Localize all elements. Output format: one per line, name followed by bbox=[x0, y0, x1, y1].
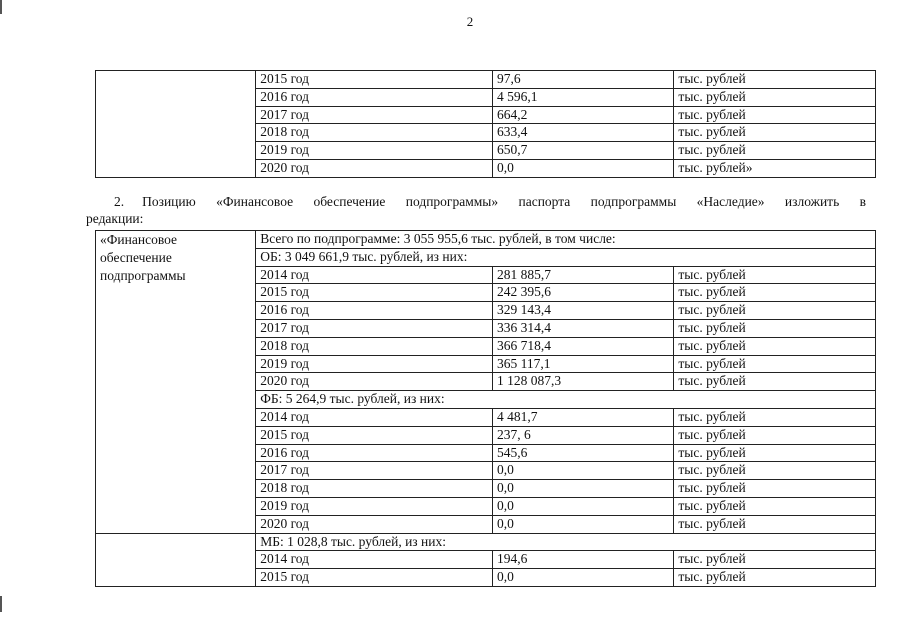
unit-cell: тыс. рублей bbox=[674, 284, 876, 302]
year-cell: 2018 год bbox=[256, 337, 493, 355]
table-row bbox=[96, 71, 876, 89]
value-cell: 242 395,6 bbox=[493, 284, 674, 302]
unit-cell: тыс. рублей bbox=[674, 88, 876, 106]
value-cell: 336 314,4 bbox=[493, 319, 674, 337]
mb-header-cell: МБ: 1 028,8 тыс. рублей, из них: bbox=[256, 533, 876, 551]
year-cell: 2017 год bbox=[256, 319, 493, 337]
unit-cell: тыс. рублей bbox=[674, 515, 876, 533]
value-cell: 0,0 bbox=[493, 497, 674, 515]
value-cell: 194,6 bbox=[493, 551, 674, 569]
unit-cell: тыс. рублей» bbox=[674, 159, 876, 177]
value-cell: 1 128 087,3 bbox=[493, 373, 674, 391]
table-row-mb-header bbox=[96, 533, 876, 551]
unit-cell: тыс. рублей bbox=[674, 462, 876, 480]
unit-cell: тыс. рублей bbox=[674, 266, 876, 284]
year-cell: 2015 год bbox=[256, 71, 493, 89]
value-cell: 0,0 bbox=[493, 515, 674, 533]
value-cell: 0,0 bbox=[493, 480, 674, 498]
paragraph-text-line2: редакции: bbox=[86, 211, 144, 226]
value-cell: 4 481,7 bbox=[493, 408, 674, 426]
year-cell: 2014 год bbox=[256, 408, 493, 426]
year-cell: 2020 год bbox=[256, 373, 493, 391]
item-number: 2. bbox=[114, 194, 125, 209]
unit-cell: тыс. рублей bbox=[674, 355, 876, 373]
financing-table-continuation bbox=[95, 70, 876, 178]
unit-cell: тыс. рублей bbox=[674, 408, 876, 426]
year-cell: 2016 год bbox=[256, 88, 493, 106]
year-cell: 2018 год bbox=[256, 480, 493, 498]
year-cell: 2015 год bbox=[256, 569, 493, 587]
position-label-line: подпрограммы bbox=[100, 267, 186, 283]
unit-cell: тыс. рублей bbox=[674, 124, 876, 142]
year-cell: 2015 год bbox=[256, 284, 493, 302]
fb-header-cell: ФБ: 5 264,9 тыс. рублей, из них: bbox=[256, 391, 876, 409]
unit-cell: тыс. рублей bbox=[674, 71, 876, 89]
position-label-line: обеспечение bbox=[100, 249, 172, 265]
value-cell: 281 885,7 bbox=[493, 266, 674, 284]
value-cell: 0,0 bbox=[493, 569, 674, 587]
year-cell: 2016 год bbox=[256, 302, 493, 320]
unit-cell: тыс. рублей bbox=[674, 373, 876, 391]
year-cell: 2014 год bbox=[256, 266, 493, 284]
paragraph-item-2 bbox=[86, 193, 866, 210]
year-cell: 2016 год bbox=[256, 444, 493, 462]
value-cell: 664,2 bbox=[493, 106, 674, 124]
year-cell: 2019 год bbox=[256, 497, 493, 515]
year-cell: 2018 год bbox=[256, 124, 493, 142]
year-cell: 2015 год bbox=[256, 426, 493, 444]
unit-cell: тыс. рублей bbox=[674, 319, 876, 337]
ob-header-cell: ОБ: 3 049 661,9 тыс. рублей, из них: bbox=[256, 248, 876, 266]
value-cell: 650,7 bbox=[493, 142, 674, 160]
unit-cell: тыс. рублей bbox=[674, 569, 876, 587]
unit-cell: тыс. рублей bbox=[674, 444, 876, 462]
label-cell-empty bbox=[96, 533, 256, 586]
value-cell: 4 596,1 bbox=[493, 88, 674, 106]
value-cell: 237, 6 bbox=[493, 426, 674, 444]
unit-cell: тыс. рублей bbox=[674, 337, 876, 355]
left-edge-mark-top bbox=[0, 0, 2, 14]
year-cell: 2020 год bbox=[256, 159, 493, 177]
year-cell: 2017 год bbox=[256, 462, 493, 480]
value-cell: 0,0 bbox=[493, 159, 674, 177]
year-cell: 2019 год bbox=[256, 142, 493, 160]
page-number: 2 bbox=[466, 14, 474, 29]
unit-cell: тыс. рублей bbox=[674, 142, 876, 160]
table-row-total bbox=[96, 231, 876, 249]
value-cell: 633,4 bbox=[493, 124, 674, 142]
value-cell: 0,0 bbox=[493, 462, 674, 480]
left-edge-mark-bottom bbox=[0, 596, 2, 612]
unit-cell: тыс. рублей bbox=[674, 551, 876, 569]
value-cell: 97,6 bbox=[493, 71, 674, 89]
unit-cell: тыс. рублей bbox=[674, 497, 876, 515]
unit-cell: тыс. рублей bbox=[674, 302, 876, 320]
unit-cell: тыс. рублей bbox=[674, 426, 876, 444]
year-cell: 2014 год bbox=[256, 551, 493, 569]
year-cell: 2020 год bbox=[256, 515, 493, 533]
position-label-cell bbox=[96, 231, 256, 534]
unit-cell: тыс. рублей bbox=[674, 106, 876, 124]
year-cell: 2017 год bbox=[256, 106, 493, 124]
unit-cell: тыс. рублей bbox=[674, 480, 876, 498]
value-cell: 366 718,4 bbox=[493, 337, 674, 355]
value-cell: 329 143,4 bbox=[493, 302, 674, 320]
position-label-line: «Финансовое bbox=[100, 232, 178, 247]
label-cell-empty bbox=[96, 71, 256, 178]
paragraph-text-line1: Позицию «Финансовое обеспечение подпрограммы» паспорта подпрограммы «Наследие» изложить в bbox=[142, 194, 866, 209]
financing-table bbox=[95, 230, 876, 587]
value-cell: 545,6 bbox=[493, 444, 674, 462]
year-cell: 2019 год bbox=[256, 355, 493, 373]
total-cell: Всего по подпрограмме: 3 055 955,6 тыс. рублей, в том числе: bbox=[256, 231, 876, 249]
value-cell: 365 117,1 bbox=[493, 355, 674, 373]
